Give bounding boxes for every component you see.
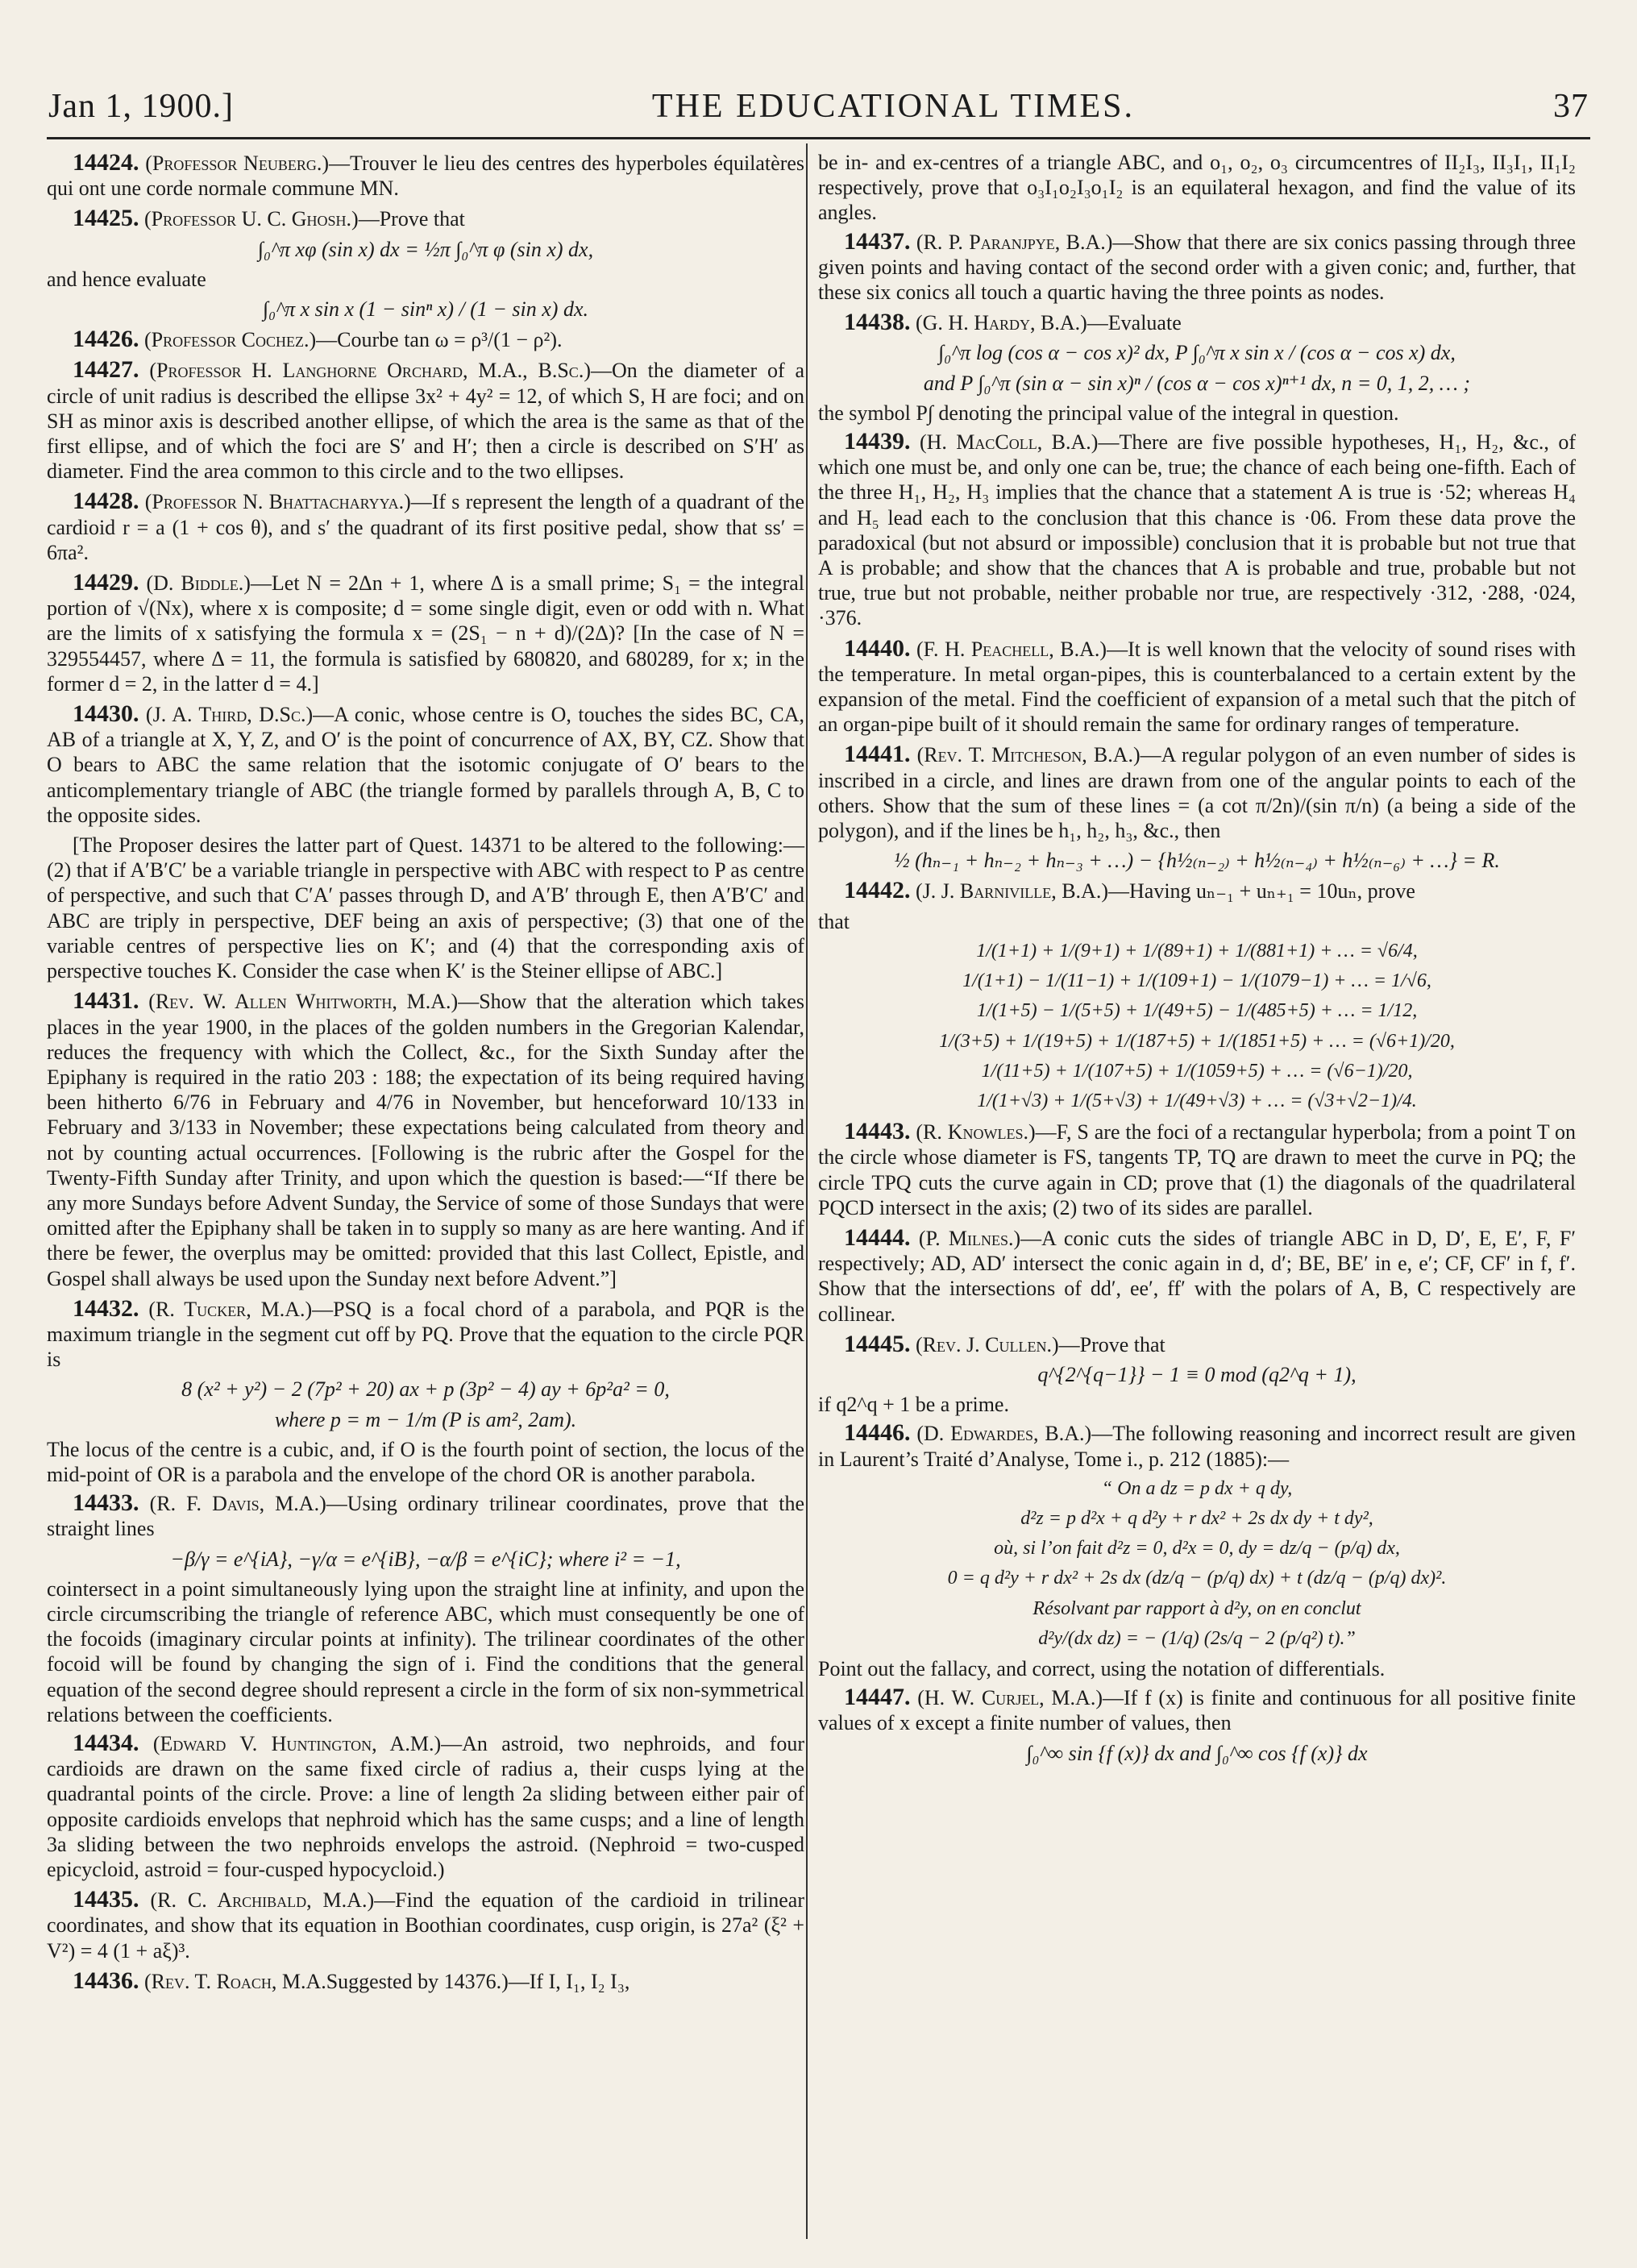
question-14437 [818,229,1576,305]
question-number: 14431. [73,987,139,1015]
question-14434 [47,1730,804,1882]
question-14439 [818,429,1576,631]
question-14438 [818,309,1576,335]
page-header [48,87,1589,132]
question-14426 [47,326,804,352]
question-number: 14439. [844,428,911,455]
left-column [47,150,804,1999]
question-number: 14428. [73,488,139,515]
equation: où, si l’on fait d²z = 0, d²x = 0, dy = dz/q − (p/q) dx, [994,1538,1400,1560]
header-rule [47,137,1590,139]
question-14436 [47,1968,804,1994]
question-author: (Rev. T. Mitcheson, B.A.) [916,743,1140,767]
question-number: 14442. [844,877,911,904]
question-number: 14434. [73,1729,139,1756]
question-number: 14436. [73,1967,139,1994]
question-number: 14441. [844,741,911,768]
equation: 1/(11+5) + 1/(107+5) + 1/(1059+5) + … = (√6−1)/20, [981,1060,1413,1082]
question-author: (H. MacColl, B.A.) [919,430,1099,455]
question-number: 14438. [844,309,911,336]
question-14429 [47,570,804,696]
equation: ∫₀^π xφ (sin x) dx = ½π ∫₀^π φ (sin x) dx, [257,237,594,261]
question-14447 [818,1684,1576,1735]
question-author: (D. Edwardes, B.A.) [916,1422,1092,1446]
question-number: 14432. [73,1294,139,1322]
equation: 1/(1+1) + 1/(9+1) + 1/(89+1) + 1/(881+1) + … = √6/4, [976,940,1418,962]
question-author: (Edward V. Huntington, A.M.) [152,1731,442,1755]
question-author: (G. H. Hardy, B.A.) [916,311,1087,335]
question-author: (Professor U. C. Ghosh.) [144,207,359,231]
question-text: —On the diameter of a circle of unit radius is described the ellipse 3x² + 4y² = 12, of which S, H are foci; and on SH as minor axis is described another ellipse, of which the area is the same as that of the first ellipse, and of which the foci are S′ and H′; then a circle is described on S′H′ as diameter. Find the area common to this circle and to the two ellipses. [47,359,805,484]
equation: “ On a dz = p dx + q dy, [1101,1477,1293,1499]
question-14442 [818,878,1576,903]
equation: 0 = q d²y + r dx² + 2s dx (dz/q − (p/q) dx) + t (dz/q − (p/q) dx)². [947,1568,1447,1589]
equation: ∫₀^π log (cos α − cos x)² dx, P ∫₀^π x sin x / (cos α − cos x) dx, [938,341,1456,365]
question-14446 [818,1420,1576,1471]
question-author: (Rev. W. Allen Whitworth, M.A.) [148,990,459,1014]
question-author: (H. W. Curjel, M.A.) [917,1686,1103,1710]
question-text-continued: if q2^q + 1 be a prime. [818,1393,1009,1417]
question-text: —A conic cuts the sides of triangle ABC in D, D′, E, E′, F, F′ respectively; AD, AD′ intersect the conic again in d, d′; BE, BE′ in e, e′; CF, CF′ in f, f′. Show that the intersections of dd′, ee′, ff′ with the polars of A, B, C respectively are collinear. [818,1226,1577,1326]
question-author: (Rev. T. Roach, M.A. [144,1969,326,1993]
page-number: 37 [1552,88,1589,125]
question-number: 14425. [73,205,139,232]
question-text: —If f (x) is finite and continuous for all positive finite values of x except a finite number of values, then [818,1686,1577,1735]
equation: 1/(1+1) − 1/(11−1) + 1/(109+1) − 1/(1079−1) + … = 1/√6, [962,970,1431,992]
question-14430 [47,701,804,828]
question-number: 14429. [73,569,139,596]
question-author: (R. P. Paranjpye, B.A.) [916,230,1113,254]
question-author: (R. F. Davis, M.A.) [149,1492,326,1516]
equation: 1/(3+5) + 1/(19+5) + 1/(187+5) + 1/(1851+5) + … = (√6+1)/20, [939,1030,1455,1052]
connecting-text: and hence evaluate [47,267,206,291]
question-text: —Find the equation of the cardioid in trilinear coordinates, and show that its equation in Boothian coordinates, cusp origin, is 27a² (ξ² + V²) = 4 (1 + aξ)³. [47,1888,804,1963]
equation: −β/γ = e^{iA}, −γ/α = e^{iB}, −α/β = e^{iC}; where i² = −1, [170,1547,681,1571]
question-text: —Having uₙ₋₁ + uₙ₊₁ = 10uₙ, prove [1108,879,1415,903]
question-author: (R. C. Archibald, M.A.) [150,1888,375,1913]
question-14433 [47,1490,804,1541]
question-text: —An astroid, two nephroids, and four cardioids are drawn on the same fixed circle of radius a, their cusps lying at the quadrantal points of the circle. Prove: a line of length 2a sliding between either pair of opposite cardioids envelops that nephroid which has the same cusps; and a line of length 3a sliding between the two nephroids envelops the astroid. (Nephroid = two-cusped epicycloid, astroid = four-cusped hypocycloid.) [47,1731,804,1881]
question-number: 14427. [73,356,139,384]
question-number: 14446. [844,1419,911,1447]
question-text: —A conic, whose centre is O, touches the sides BC, CA, AB of a triangle at X, Y, Z, and O′ is the point of concurrence of AX, BY, CZ. Show that O bears to ABC the same relation that the isotomic conjugate of O′ bears to the anticomplementary triangle of ABC (the triangle formed by parallels through A, B, C to the opposite sides. [47,703,805,827]
question-14425 [47,206,804,231]
question-number: 14445. [844,1330,911,1357]
question-text: —The following reasoning and incorrect result are given in Laurent’s Traité d’Analyse, Tome i., p. 212 (1885):— [818,1422,1576,1471]
question-author: (F. H. Peachell, B.A.) [916,637,1107,661]
question-text: —Prove that [358,207,465,231]
question-text: —A regular polygon of an even number of sides is inscribed in a circle, and lines are drawn from one of the angular points to each of the others. Show that the sum of these lines = (a cot π/2n)/(sin π/n) (a being a side of the polygon), and if the lines be h₁, h₂, h₃, &c., then [818,743,1577,843]
question-author: (D. Biddle.) [146,571,251,596]
equation: where p = m − 1/m (P is am², 2am). [274,1407,577,1431]
question-author: (R. Knowles.) [916,1120,1036,1144]
question-14441 [818,741,1576,843]
question-14440 [818,636,1576,737]
question-text: —Prove that [1058,1332,1165,1356]
equation: ∫₀^∞ sin {f (x)} dx and ∫₀^∞ cos {f (x)} dx [1026,1741,1368,1765]
question-text: —If s represent the length of a quadrant of the cardioid r = a (1 + cos θ), and s′ the quadrant of its first positive pedal, show that ss′ = 6πa². [47,490,804,564]
question-text-continued: The locus of the centre is a cubic, and, if O is the fourth point of section, the locus of the mid-point of OR is a parabola and the envelope of the chord OR is another parabola. [47,1437,804,1486]
connecting-text: that [818,909,850,933]
question-text: —PSQ is a focal chord of a parabola, and PQR is the maximum triangle in the segment cut off by PQ. Prove that the equation to the circle PQR is [47,1297,804,1372]
equation: 8 (x² + y²) − 2 (7p² + 20) ax + p (3p² − 4) ay + 6p²a² = 0, [181,1377,670,1402]
question-number: 14447. [844,1684,911,1711]
question-continuation: be in- and ex-centres of a triangle ABC, and o₁, o₂, o₃ circumcentres of II₂I₃, II₃I₁, II₁I₂ respectively, prove that o₃I₁o₂I₃o₁I₂ is an equilateral hexagon, and find the value of its angles. [818,151,1576,225]
equation: ∫₀^π x sin x (1 − sinⁿ x) / (1 − sin x) dx. [262,297,588,322]
question-author: (Professor H. Langhorne Orchard, M.A., B.Sc.) [149,359,591,383]
question-number: 14435. [73,1886,139,1913]
question-text: —Courbe tan ω = ρ³/(1 − ρ²). [316,328,563,352]
editorial-note: [The Proposer desires the latter part of Quest. 14371 to be altered to the following:—(2) that if A′B′C′ be a variable triangle in perspective with ABC with respect to P as centre of perspective, and such that C′A′ passes through D, and A′B′ through E, then A′B′C′ and ABC are triply in perspective, DEF being an axis of perspective; (3) that one of the variable centres of perspective lies on K′; and (4) that the corresponding axis of perspective touches K. Consider the case when K′ is the Steiner ellipse of ABC.] [47,833,804,983]
question-text: —It is well known that the velocity of sound rises with the temperature. In metal organ-pipes, this is counterbalanced to a certain extent by the expansion of the metal. Find the coefficient of expansion of a metal such that the pitch of an organ-pipe built of it should remain the same for ordinary ranges of temperature. [818,637,1576,737]
question-text: —F, S are the foci of a rectangular hyperbola; from a point T on the circle whose diameter is FS, tangents TP, TQ are drawn to meet the curve in PQ; the circle TPQ cuts the curve again in CD; prove that (1) the diagonals of the quadrilateral PQCD intersect in the axis; (2) two of its sides are parallel. [818,1120,1576,1219]
question-text: —Show that the alteration which takes places in the year 1900, in the places of the golden numbers in the Gregorian Kalendar, reduces the frequency with which the Collect, &c., for the Sixth Sunday after the Epiphany is required in the ratio 203 : 188; the expectation of its being required having been hitherto 6/76 in February and 4/76 in November, but henceforward 10/133 in February and 3/133 in November; these expectations being calculated from theory and not by counting actual occurrences. [Following is the rubric after the Gospel for the Twenty-Fifth Sunday after Trinity, and upon which the question is based:—“If there be any more Sundays before Advent Sunday, the Service of some of those Sundays that were omitted after the Epiphany shall be taken in to supply so many as are here wanting. And if there be fewer, the overplus may be omitted: provided that this last Collect, Epistle, and Gospel shall always be used upon the Sunday next before Advent.”] [47,990,804,1290]
question-text: —Let N = 2Δn + 1, where Δ is a small prime; S₁ = the integral portion of √(Nx), where x is composite; d = some single digit, even or odd with n. What are the limits of x satisfying the formula x = (2S₁ − n + d)/(2Δ)? [In the case of N = 329554457, where Δ = 11, the formula is satisfied by 680820, and 680289, for x; in the former d = 2, in the latter d = 4.] [47,571,805,696]
question-author: (Professor N. Bhattacharyya.) [144,490,411,514]
column-divider [806,143,808,2239]
question-text: —There are five possible hypotheses, H₁, H₂, &c., of which one must be, and only one can be, true; the chance of each being one-fifth. Each of the three H₁, H₂, H₃ implies that the chance that a statement A is true is ·52; whereas H₄ and H₅ lead each to the conclusion that this chance is ·06. From these data prove the paradoxical (but not absurd or impossible) conclusion that it is probable but not true that A is probable; and show that the chances that A is probable and true, probable but not true, true but not probable, neither probable nor true, are respectively ·312, ·288, ·024, ·376. [818,430,1576,630]
question-text: —Show that there are six conics passing through three given points and having contact of the second order with a given conic; and, further, that these six conics all touch a quartic having the three points as nodes. [818,230,1577,305]
question-text: —Evaluate [1086,311,1182,335]
equation: q^{2^{q−1}} − 1 ≡ 0 mod (q2^q + 1), [1037,1362,1357,1386]
question-14428 [47,488,804,565]
question-author: (R. Tucker, M.A.) [148,1297,313,1321]
question-number: 14430. [73,700,139,728]
question-14435 [47,1887,804,1963]
question-number: 14437. [844,227,911,255]
question-14432 [47,1296,804,1373]
question-14445 [818,1331,1576,1357]
right-column [818,150,1576,1771]
question-text-continued: cointersect in a point simultaneously lying upon the straight line at infinity, and upon the circle circumscribing the triangle of reference ABC, which must consequently be one of the focoids (imaginary circular points at infinity). The trilinear coordinates of the other focoid will be found by changing the sign of i. Find the conditions that the general equation of the second degree should represent a circle in the form of six non-symmetrical relations between the coefficients. [47,1576,805,1726]
question-number: 14426. [73,326,139,353]
journal-title: THE EDUCATIONAL TIMES. [651,88,1136,125]
question-text: —Trouver le lieu des centres des hyperboles équilatères qui ont une corde normale commune MN. [47,152,805,201]
question-author: (Professor Neuberg.) [145,152,329,175]
equation: ½ (hₙ₋₁ + hₙ₋₂ + hₙ₋₃ + …) − {h½₍ₙ₋₂₎ + h½₍ₙ₋₄₎ + h½₍ₙ₋₆₎ + …} = R. [894,849,1500,873]
question-text-continued: the symbol P∫ denoting the principal value of the integral in question. [818,401,1399,425]
question-number: 14424. [73,149,139,176]
equation: 1/(1+5) − 1/(5+5) + 1/(49+5) − 1/(485+5) + … = 1/12, [976,1000,1418,1022]
question-author: (Professor Cochez.) [144,328,317,352]
question-14427 [47,357,804,484]
question-author: (P. Milnes.) [918,1226,1021,1250]
equation: d²z = p d²x + q d²y + r dx² + 2s dx dy + t dy², [1020,1507,1373,1529]
question-number: 14444. [844,1223,911,1251]
question-text-continued: Point out the fallacy, and correct, using the notation of differentials. [818,1656,1386,1680]
question-text: —Using ordinary trilinear coordinates, prove that the straight lines [47,1492,805,1541]
question-14424 [47,150,804,201]
question-number: 14440. [844,634,911,662]
question-author: (J. J. Barniville, B.A.) [916,879,1108,903]
equation: 1/(1+√3) + 1/(5+√3) + 1/(49+√3) + … = (√3+√2−1)/4. [977,1090,1417,1111]
question-author: (Rev. J. Cullen.) [916,1332,1059,1356]
equation: and P ∫₀^π (sin α − sin x)ⁿ / (cos α − cos x)ⁿ⁺¹ dx, n = 0, 1, 2, … ; [923,371,1471,395]
question-14431 [47,988,804,1290]
question-14444 [818,1225,1576,1327]
question-14443 [818,1119,1576,1220]
question-author: (J. A. Third, D.Sc.) [145,703,314,727]
equation: d²y/(dx dz) = − (1/q) (2s/q − 2 (p/q²) t).” [1038,1627,1356,1649]
question-text: Suggested by 14376.)—If I, I₁, I₂ I₃, [326,1969,630,1993]
question-number: 14443. [844,1118,911,1145]
question-number: 14433. [73,1489,139,1517]
header-date: Jan 1, 1900.] [48,88,234,125]
equation: Résolvant par rapport à d²y, on en conclut [1032,1597,1361,1619]
